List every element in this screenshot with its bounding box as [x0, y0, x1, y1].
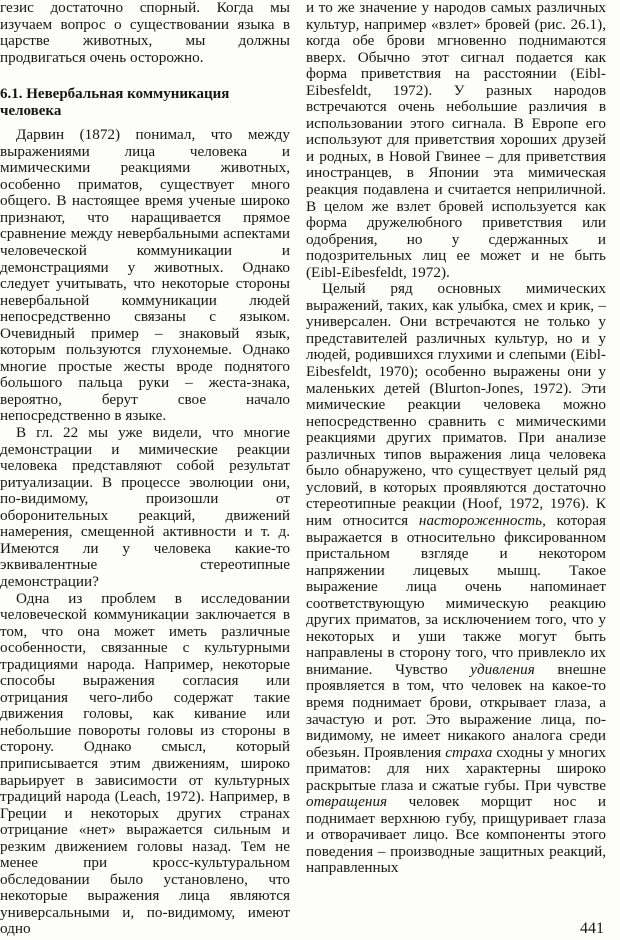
- term-caution: настороженность: [418, 511, 543, 529]
- text-segment: человек морщит нос и поднимает верхнюю губу, прищуривает глаза и отворачивает лицо. Все компоненты этого поведения – производные защитных реакций, направленных: [306, 793, 606, 877]
- paragraph-ritualization: В гл. 22 мы уже видели, что многие демонстрации и мимические реакции человека представляют собой результат ритуализации. В процессе эволюции они, по-видимому, произошли от оборонительных реакций, движений намерения, смещенной активности и т. д. Имеются ли у человека какие-то эквивалентные стереотипные демонстрации?: [0, 424, 290, 590]
- paragraph-cultural: Одна из проблем в исследовании человеческой коммуникации заключается в том, что она может иметь различные особенности, связанные с культурными традициями народа. Например, некоторые способы выражения согласия или отрицания чего-либо содержат такие движения головы, как кивание или небольшие повороты головы из стороны в сторону. Однако смысл, который приписывается этим движениям, широко варьирует в зависимости от культурных традиций народа (Leach, 1972). Например, в Греции и некоторых других странах отрицание «нет» выражается сильным и резким движением головы назад. Тем не менее при кросс-культуральном обследовании было установлено, что некоторые выражения лица являются универсальными и, по-видимому, имеют одно: [0, 589, 290, 938]
- text-segment: Целый ряд основных мимических выражений, таких, как улыбка, смех и крик, – универсален. Они встречаются не только у представителей различных культур, но и у людей, родившихся глухими и слепыми (Eibl-Eibesfeldt, 1970); особенно выражены они у маленьких детей (Blurton-Jones, 1972). Эти мимические реакции человека можно непосредственно сравнить с мимическими реакциями других приматов. При анализе различных типов выражения лица человека было обнаружено, что существует целый ряд условий, в которых проявляются достаточно стереотипные реакции (Hoof, 1972, 1976). К ним относится: [306, 280, 606, 529]
- term-surprise: удивления: [470, 660, 535, 678]
- paragraph-facial-expressions: [306, 281, 606, 877]
- term-disgust: отвращения: [306, 793, 388, 811]
- text-segment: сходны у многих приматов: для них характерны широко раскрытые глаза и сжатые губы. При чувстве: [306, 743, 606, 794]
- section-heading: 6.1. Невербальная коммуникация человека: [0, 86, 230, 119]
- paragraph-eyebrow-flash: и то же значение у народов самых различных культур, например «взлет» бровей (рис. 26.1), когда обе брови мгновенно поднимаются вверх. Обычно этот сигнал подается как форма приветствия на расстоянии (Eibl-Eibesfeldt, 1972). У разных народов встречаются очень небольшие различия в использовании этого сигнала. В Европе его используют для приветствия хороших друзей и родных, в Новой Гвинее – для приветствия иностранцев, в Японии эта мимическая реакция подавлена и считается неприличной. В целом же взлет бровей используется как форма дружелюбного приветствия или одобрения, но у сдержанных и подозрительных лиц ее может и не быть (Eibl-Eibesfeldt, 1972).: [306, 0, 606, 281]
- left-column: [0, 0, 290, 938]
- paragraph-darwin: Дарвин (1872) понимал, что между выражениями лица человека и мимическими реакциями животных, особенно приматов, существует много общего. В настоящее время ученые широко признают, что наращивается прямое сравнение между невербальными аспектами человеческой коммуникации и демонстрациями у животных. Однако следует учитывать, что некоторые стороны невербальной коммуникации людей непосредственно связаны с языком. Очевидный пример – знаковый язык, которым пользуются глухонемые. Однако многие простые жесты вроде поднятого большого пальца руки – жеста-знака, вероятно, берут свое начало непосредственно в языке.: [0, 126, 290, 425]
- paragraph-intro-continued: гезис достаточно спорный. Когда мы изучаем вопрос о существовании языка в царстве животных, мы должны продвигаться очень осторожно.: [0, 0, 290, 66]
- text-segment: , которая выражается в относительно фиксированном пристальном взгляде и некотором напряжении лицевых мышц. Такое выражение лица очень напоминает соответствующую мимическую реакцию других приматов, за исключением того, что у некоторых и уши также могут быть направлены в сторону того, что привлекло их внимание. Чувство: [306, 511, 606, 678]
- text-segment: внешне проявляется в том, что человек на какое-то время поднимает брови, открывает глаза, а зачастую и рот. Это выражение лица, по-видимому, не имеет никакого аналога среди обезьян. Проявления: [306, 660, 606, 761]
- term-fear: страха: [445, 743, 493, 761]
- right-column: [306, 0, 606, 877]
- page-number: 441: [580, 920, 604, 937]
